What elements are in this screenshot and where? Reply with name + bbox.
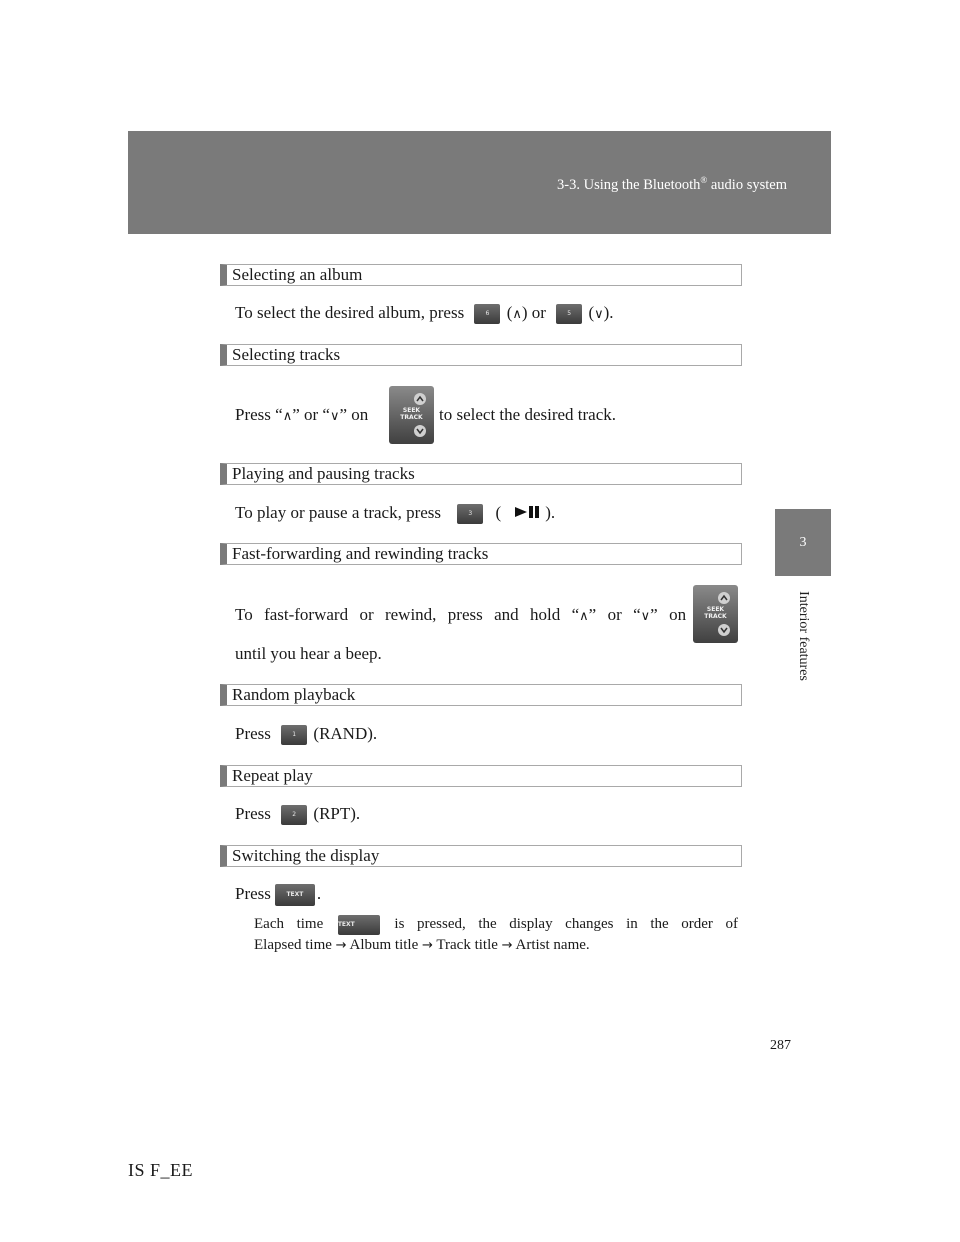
preset-3-button-icon: 3 [457,504,483,524]
chapter-number-tab: 3 [775,509,831,576]
tracks-instruction-a: Press “∧” or “∨” on [235,405,369,424]
album-instruction: To select the desired album, press 6 (∧) or 5 (∨). [235,303,614,325]
heading-playing-pausing: Playing and pausing tracks [220,463,742,485]
tracks-instruction-b: to select the desired track. [439,405,617,424]
ff-instruction-line2: until you hear a beep. [235,644,382,663]
header-band [128,131,831,234]
page-number: 287 [770,1038,791,1053]
section-title: 3-3. Using the Bluetooth® audio system [557,175,787,193]
text-button-icon: TEXT [275,884,315,906]
heading-repeat-play: Repeat play [220,765,742,787]
ff-instruction-line1: To fast-forward or rewind, press and hold “∧” or “∨” on [235,605,687,624]
heading-fast-forwarding: Fast-forwarding and rewinding tracks [220,543,742,565]
preset-6-button-icon: 6 [474,304,500,324]
seek-track-button-icon: SEEK TRACK [389,386,434,444]
text-button-icon: TEXT [338,915,380,935]
display-note: Each time TEXT is pressed, the display changes in the order of Elapsed time → Album title → Track title → Artist name. [254,916,739,953]
heading-random-playback: Random playback [220,684,742,706]
heading-selecting-album: Selecting an album [220,264,742,286]
random-instruction: Press 1 (RAND). [235,724,377,745]
repeat-instruction: Press 2 (RPT). [235,804,360,825]
preset-2-button-icon: 2 [281,805,307,825]
heading-switching-display: Switching the display [220,845,742,867]
chapter-label: Interior features [796,591,811,681]
seek-track-button-icon: SEEK TRACK [693,585,738,643]
play-pause-icon [515,504,541,524]
preset-5-button-icon: 5 [556,304,582,324]
display-instruction: Press TEXT . [235,884,321,906]
model-code: IS F_EE [128,1160,194,1180]
preset-1-button-icon: 1 [281,725,307,745]
heading-selecting-tracks: Selecting tracks [220,344,742,366]
play-instruction: To play or pause a track, press 3 ( ). [235,503,555,524]
